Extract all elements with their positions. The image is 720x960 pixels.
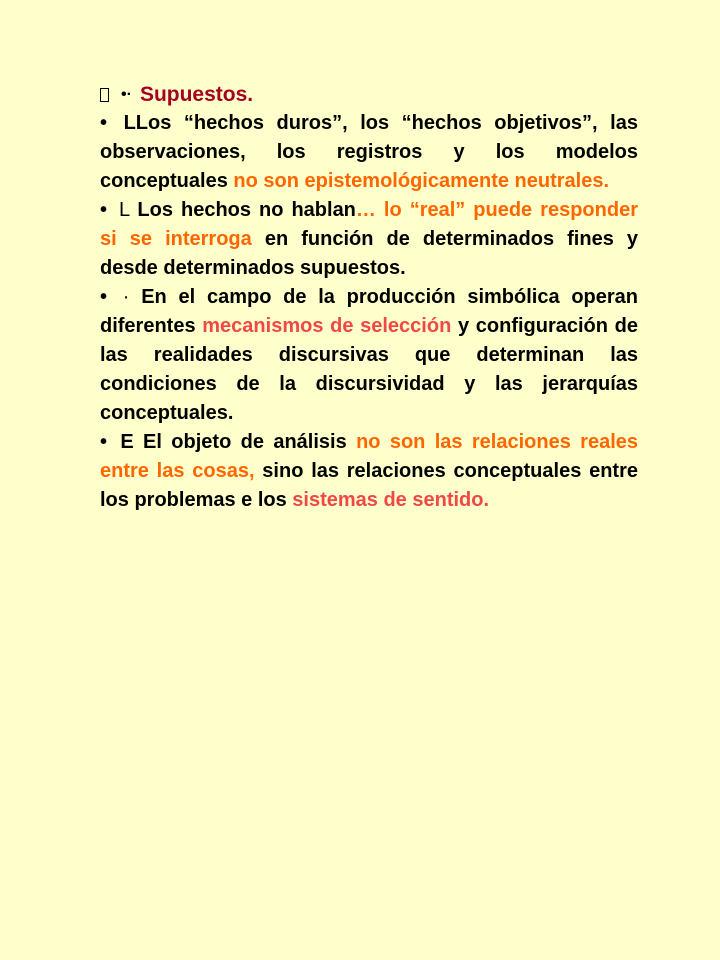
text-run: L bbox=[119, 199, 138, 221]
paragraph-3 bbox=[100, 283, 638, 428]
highlight-orange: no son epistemológicamente neutrales. bbox=[233, 170, 610, 192]
bullet-icon: • bbox=[100, 199, 108, 221]
text-run: · bbox=[122, 286, 142, 308]
text-run: Los hechos no hablan bbox=[137, 199, 356, 221]
text-run: sino las relaciones conceptuales entre los problemas e los bbox=[100, 460, 638, 511]
section-heading bbox=[100, 80, 638, 109]
bullet-dot-icon: •· bbox=[121, 86, 132, 103]
paragraph-1 bbox=[100, 109, 638, 196]
paragraph-4 bbox=[100, 428, 638, 515]
highlight-orange: … lo “real” puede responder si se interroga bbox=[100, 199, 638, 250]
bullet-icon: • bbox=[100, 286, 108, 308]
highlight-pink: sistemas de sentido. bbox=[292, 489, 490, 511]
heading-title: Supuestos. bbox=[139, 83, 254, 106]
highlight-pink: mecanismos de selección bbox=[202, 315, 452, 337]
bullet-icon: • bbox=[100, 112, 108, 134]
slide-content bbox=[100, 80, 638, 515]
text-run: y configuración de las realidades discursivas que determinan las condiciones de la discursividad y las jerarquías conceptuales. bbox=[100, 315, 639, 424]
text-run: en función de determinados fines y desde determinados supuestos. bbox=[100, 228, 639, 279]
text-run: E El objeto de análisis bbox=[120, 431, 357, 453]
text-run: LLos “hechos duros”, los “hechos objetivos”, las observaciones, los registros y los modelos conceptuales bbox=[100, 112, 638, 192]
highlight-orange: no son las relaciones reales entre las cosas, bbox=[100, 431, 639, 482]
empty-box-icon bbox=[100, 88, 109, 102]
text-run: En el campo de la producción simbólica operan diferentes bbox=[100, 286, 639, 337]
bullet-icon: • bbox=[100, 431, 108, 453]
paragraph-2 bbox=[100, 196, 638, 283]
